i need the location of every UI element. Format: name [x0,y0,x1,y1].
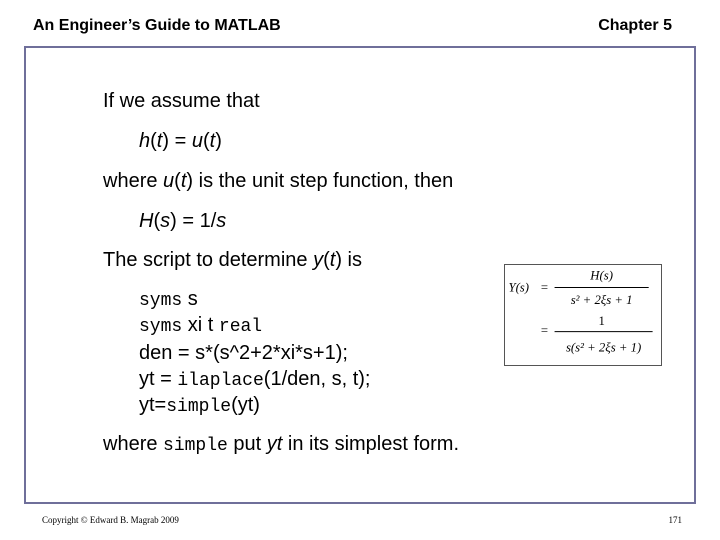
simple-keyword-2: simple [163,436,228,456]
t-var-4: t [329,249,336,271]
eq-den-2: s(s² + 2ξs + 1) [565,340,642,355]
intro-text: If we assume that [103,90,260,112]
where-post: is the unit step function, then [193,170,454,192]
copyright-text: Copyright © Edward B. Magrab 2009 [42,515,179,525]
page-number: 171 [668,515,682,525]
eq-sign-1: = [540,280,549,295]
syms-keyword-2: syms [139,317,183,337]
ilaplace-keyword: ilaplace [177,371,264,391]
yt-var: yt [266,433,283,455]
chapter-label: Chapter 5 [598,17,672,34]
code-line-5-pre: yt= [139,394,167,416]
equation-h-equals-u: h(t) = u(t) [139,130,222,152]
y-fn: y [313,249,324,271]
s-var-2: s [216,210,227,232]
code-line-3: den = s*(s^2+2*xi*s+1); [139,342,348,364]
h-fn: h [139,130,151,152]
where-pre: where [103,170,164,192]
rhs-pre: = 1/ [176,210,217,232]
code-line-1-rest: s [182,288,198,310]
eq-num-2: 1 [598,313,605,328]
u-fn-3: u [163,170,175,192]
eq-den-1: s² + 2ξs + 1 [570,293,633,308]
script-post: is [342,249,362,271]
eq-lhs: Y(s) [508,280,530,295]
H-fn: H [139,210,154,232]
equals: = [169,130,192,152]
eq-sign-2: = [540,323,549,338]
t-var-3: t [180,170,187,192]
code-line-5 [139,393,260,419]
conclusion-post: in its simplest form. [282,433,460,455]
real-keyword: real [218,317,263,337]
script-intro-text: The script to determine y(t) is [103,249,362,271]
conclusion-pre: where [103,433,164,455]
conclusion-text [103,432,459,458]
u-fn: u [191,130,203,152]
code-line-4-pre: yt = [139,368,178,390]
code-line-1 [139,287,198,313]
simple-keyword: simple [166,397,232,417]
code-line-4 [139,367,371,393]
where-unit-step-text: where u(t) is the unit step function, then [103,170,454,192]
equation-svg [505,265,661,365]
code-line-4-post: (1/den, s, t); [263,368,371,390]
transfer-function-equation-box [504,264,662,366]
s-var: s [160,210,171,232]
equation-H-of-s: H(s) = 1/s [139,210,227,232]
t-var: t [156,130,163,152]
code-line-2-mid: xi t [182,314,219,336]
t-var-2: t [209,130,216,152]
syms-keyword: syms [139,291,183,311]
eq-num-1: H(s) [590,268,613,283]
script-pre: The script to determine [103,249,314,271]
code-line-5-post: (yt) [231,394,260,416]
header-title: An Engineer’s Guide to MATLAB [33,17,281,34]
code-line-2 [139,313,262,339]
conclusion-mid: put [227,433,267,455]
